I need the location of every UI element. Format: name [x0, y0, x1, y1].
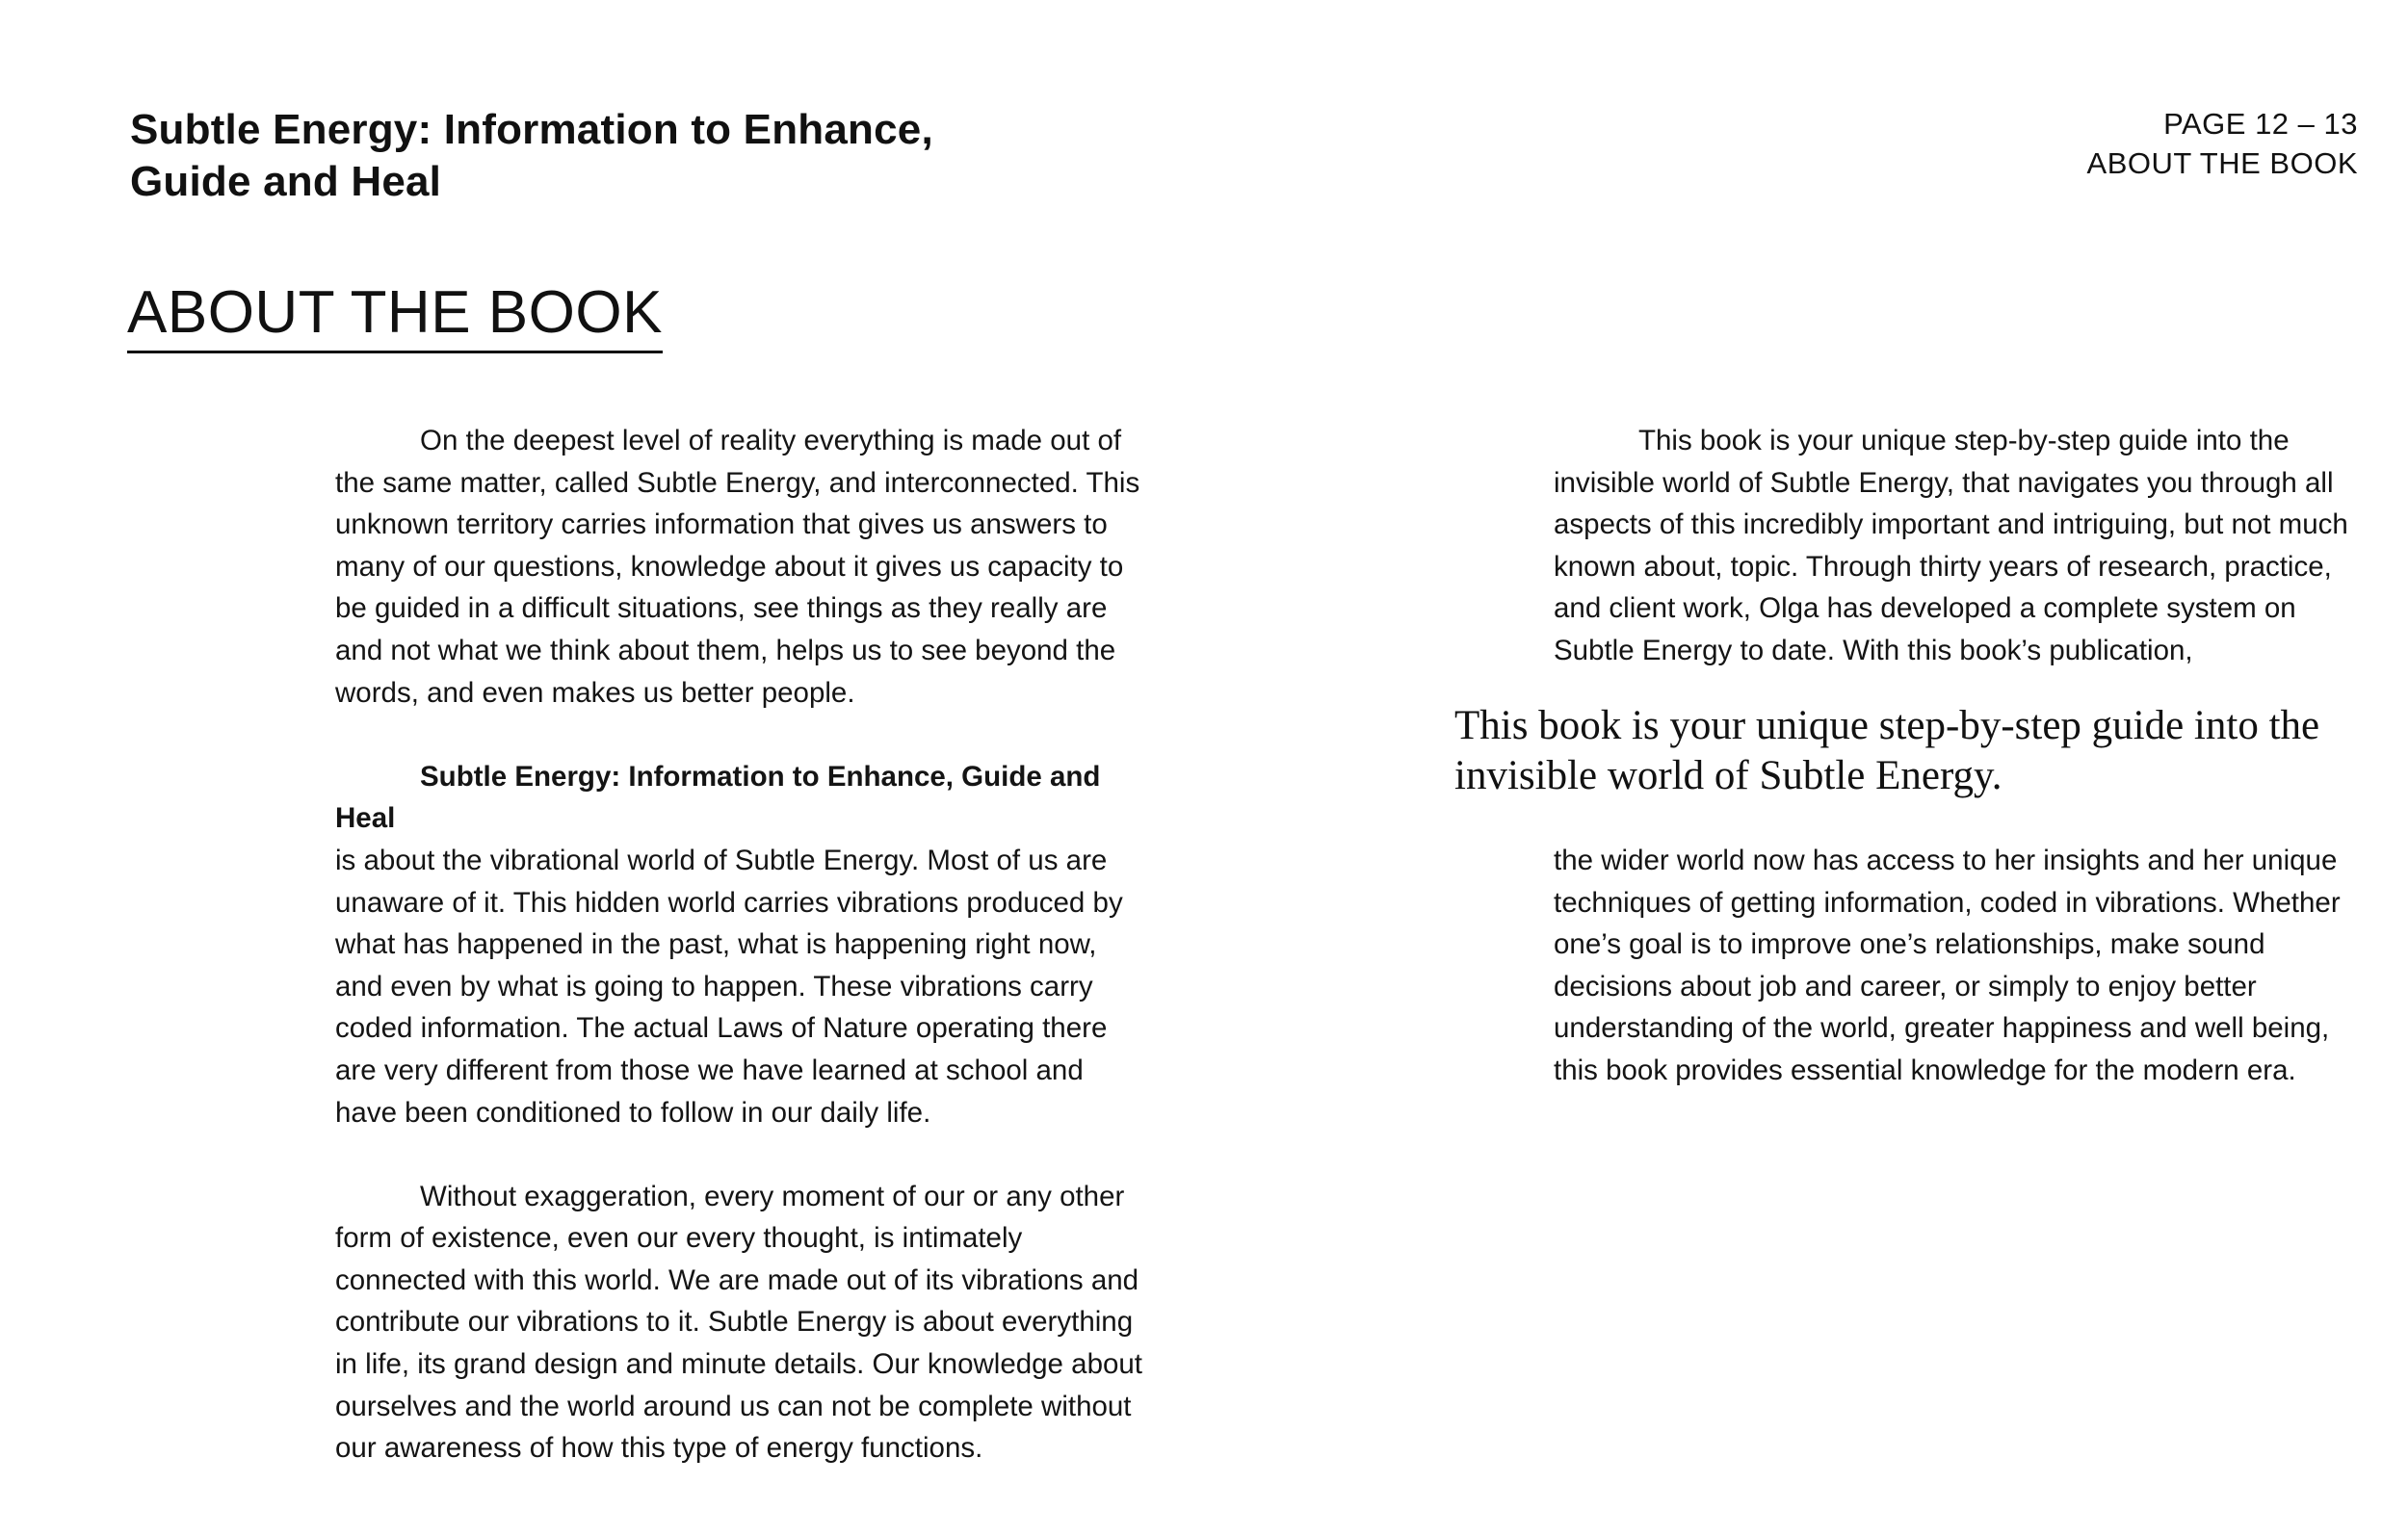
left-paragraph-3: Without exaggeration, every moment of our or any other form of existence, even our every thought, is intimately connected with this world. We are made out of its vibrations and contribute our vibrations to it. Subtle Energy is about everything in life, its grand design and minute details. Our knowledge about ourselves and the world around us can not be complete without our awareness of how this type of energy functions. — [335, 1180, 1142, 1465]
book-title: Subtle Energy: Information to Enhance, Guide and Heal — [130, 106, 933, 205]
right-column-bottom — [1554, 840, 2363, 1133]
left-column — [335, 420, 1144, 1511]
left-paragraph-2-text: is about the vibrational world of Subtle Energy. Most of us are unaware of it. This hidden world carries vibrations produced by what has happened in the past, what is happening right now, and even by what is going to happen. These vibrations carry coded information. The actual Laws of Nature operating there are very different from those we have learned at school and have been conditioned to follow in our daily life. — [335, 844, 1123, 1129]
right-column-top — [1554, 420, 2353, 714]
right-paragraph-2: the wider world now has access to her insights and her unique techniques of getting information, coded in vibrations. Whether one’s goal is to improve one’s relationships, make sound decisions about job and career, or simply to enjoy better understanding of the world, greater happiness and well being, this book provides essential knowledge for the modern era. — [1554, 845, 2341, 1086]
right-paragraph-1: This book is your unique step-by-step guide into the invisible world of Subtle Energy, that navigates you through all aspects of this incredibly important and intriguing, but not much known about, topic. Through thirty years of research, practice, and client work, Olga has developed a complete system on Subtle Energy to date. With this book’s publication, — [1554, 425, 2348, 666]
page-range: PAGE 12 – 13 — [2163, 107, 2358, 141]
page-reference — [2087, 104, 2358, 183]
section-heading: ABOUT THE BOOK — [127, 277, 663, 353]
left-paragraph-2 — [335, 756, 1144, 1133]
section-label: ABOUT THE BOOK — [2086, 146, 2358, 180]
pull-quote: This book is your unique step-by-step guide into the invisible world of Subtle Energy. — [1454, 703, 2320, 798]
book-title-inline: Subtle Energy: Information to Enhance, Guide and Heal — [335, 760, 1101, 835]
left-paragraph-1: On the deepest level of reality everything is made out of the same matter, called Subtle Energy, and interconnected. This unknown territory carries information that gives us answers to many of our questions, knowledge about it gives us capacity to be guided in a difficult situations, see things as they really are and not what we think about them, helps us to see beyond the words, and even makes us better people. — [335, 425, 1140, 709]
